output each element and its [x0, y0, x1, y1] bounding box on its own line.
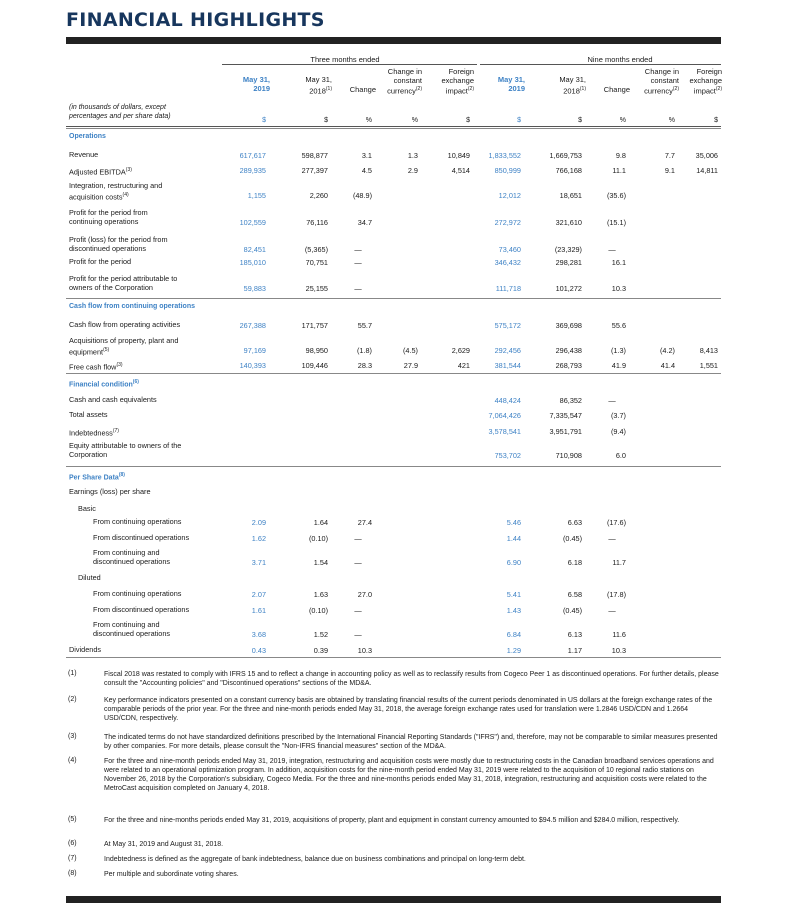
table-cell: (1.8)	[356, 345, 372, 355]
footnote-text: The indicated terms do not have standardized definitions prescribed by the International Financial Reporting Standards ("IFRS") and, therefore, may not be comparable to similar measures presented by other companies. For more details, please consult the "Non-IFRS financial measures" section of the MD&A.	[104, 734, 718, 750]
dash-cell: —	[608, 606, 616, 615]
row-label: Equity attributable to owners of the Corporation	[69, 441, 182, 459]
table-cell: 7.7	[664, 151, 675, 160]
table-cell: 6.63	[567, 518, 582, 527]
table-cell: 185,010	[239, 258, 266, 267]
table-cell: (4.5)	[402, 345, 418, 355]
table-cell: 6.0	[615, 450, 626, 460]
dash-cell: —	[354, 606, 362, 615]
row-label: Profit for the period from continuing operations	[69, 208, 148, 226]
table-cell: 109,446	[301, 361, 328, 370]
footnote-text: Key performance indicators presented on a constant currency basis are obtained by translating financial results of the current periods denominated in US dollars at the foreign exchange rates of the comparable periods of the prior year. For the three and nine-month periods ended May 31, 2018, the average foreign exchange rates used for translation were 1.2846 USD/CDN and 1.2664 USD/CDN, respectively.	[104, 697, 713, 722]
table-cell: 10.3	[611, 283, 626, 293]
table-cell: 28.3	[357, 361, 372, 370]
table-cell: 97,169	[243, 345, 266, 355]
table-cell: 27.0	[357, 590, 372, 599]
table-cell: 0.43	[251, 646, 266, 655]
header-rule	[66, 126, 721, 127]
table-cell: 289,935	[239, 166, 266, 175]
table-cell: 6.90	[506, 557, 521, 567]
table-cell: 55.6	[611, 321, 626, 330]
column-header-change: Change	[349, 85, 376, 94]
table-cell: 35,006	[695, 151, 718, 160]
group-three-months: Three months ended	[310, 55, 380, 64]
section-rule	[66, 373, 721, 374]
table-cell: (0.45)	[562, 534, 582, 543]
table-cell: 102,559	[239, 217, 266, 227]
table-cell: 1,551	[699, 361, 718, 370]
table-cell: 3.68	[251, 629, 266, 639]
dash-cell: —	[354, 258, 362, 267]
table-cell: (0.10)	[308, 606, 328, 615]
row-label: Profit (loss) for the period from discontinued operations	[69, 235, 168, 253]
table-cell: 111,718	[495, 283, 521, 293]
table-cell: 101,272	[555, 283, 582, 293]
table-cell: 381,544	[494, 361, 521, 370]
table-cell: (35.6)	[606, 190, 626, 200]
table-cell: 11.6	[612, 629, 626, 639]
table-cell: 268,793	[555, 361, 582, 370]
row-label: From continuing and discontinued operations	[93, 548, 171, 566]
footnote-number: (6)	[68, 840, 77, 847]
unit-symbol: $	[466, 117, 470, 124]
section-rule	[66, 298, 721, 299]
table-cell: (3.7)	[610, 411, 626, 420]
table-cell: 1.3	[407, 151, 418, 160]
row-label: Cash and cash equivalents	[69, 395, 157, 404]
table-cell: 3,951,791	[549, 427, 582, 436]
table-cell: 34.7	[357, 217, 372, 227]
row-label: Basic	[78, 504, 96, 513]
table-cell: 2.09	[251, 518, 266, 527]
footnote-text: Indebtedness is defined as the aggregate of bank indebtedness, balance due on business combinations and principal on long-term debt.	[104, 856, 526, 863]
table-cell: 267,388	[239, 321, 266, 330]
table-cell: 766,168	[555, 166, 582, 175]
table-cell: 55.7	[357, 321, 372, 330]
table-cell: 850,999	[494, 166, 521, 175]
table-cell: 3.71	[251, 557, 266, 567]
table-cell: 296,438	[555, 345, 582, 355]
row-label: Financial condition$^{(6)}$	[69, 379, 139, 389]
dash-cell: —	[608, 534, 616, 543]
table-cell: 18,651	[559, 190, 582, 200]
table-cell: 12,012	[498, 190, 521, 200]
table-cell: 2,260	[309, 190, 328, 200]
table-cell: 1.54	[313, 557, 328, 567]
table-cell: 421	[457, 361, 470, 370]
table-cell: 10.3	[357, 646, 372, 655]
table-cell: 575,172	[494, 321, 521, 330]
row-label: Dividends	[69, 645, 102, 654]
table-cell: 1.62	[251, 534, 266, 543]
footnote-number: (8)	[68, 870, 77, 877]
section-rule	[66, 466, 721, 467]
dash-cell: —	[354, 629, 362, 639]
table-cell: 448,424	[494, 396, 521, 405]
table-cell: (15.1)	[606, 217, 626, 227]
table-cell: (9.4)	[610, 427, 626, 436]
section-rule	[66, 128, 721, 129]
table-cell: 277,397	[301, 166, 328, 175]
footnote-text: Per multiple and subordinate voting shares.	[104, 871, 239, 878]
table-cell: 4,514	[451, 166, 470, 175]
column-header-may2018: May 31, 2018$^{(1)}$	[305, 75, 332, 95]
table-cell: 171,757	[301, 321, 328, 330]
table-cell: 16.1	[611, 258, 626, 267]
group-rule-three	[222, 64, 477, 65]
row-label: Per Share Data$^{(8)}$	[69, 472, 125, 482]
table-cell: (1.3)	[610, 345, 626, 355]
table-cell: 1.29	[506, 646, 521, 655]
table-cell: 1,833,552	[488, 151, 521, 160]
table-cell: 10.3	[611, 646, 626, 655]
table-cell: 2,629	[451, 345, 470, 355]
table-cell: 346,432	[494, 258, 521, 267]
table-cell: 6.13	[567, 629, 582, 639]
unit-symbol: $	[517, 117, 521, 124]
table-cell: 1,669,753	[549, 151, 582, 160]
column-header-may2019: May 31, 2019	[242, 75, 270, 93]
table-cell: 5.46	[506, 518, 521, 527]
table-cell: 140,393	[239, 361, 266, 370]
table-cell: (23,329)	[554, 244, 582, 254]
table-cell: 0.39	[313, 646, 328, 655]
table-cell: 6.58	[567, 590, 582, 599]
table-cell: 1.44	[506, 534, 521, 543]
table-cell: 8,413	[699, 345, 718, 355]
table-cell: 2.9	[407, 166, 418, 175]
row-label: Profit for the period	[69, 257, 132, 266]
row-label: From discontinued operations	[93, 605, 190, 614]
table-cell: 73,460	[498, 244, 521, 254]
table-cell: 1.43	[506, 606, 521, 615]
table-cell: 5.41	[506, 590, 521, 599]
unit-symbol: %	[668, 117, 675, 124]
table-cell: (0.45)	[562, 606, 582, 615]
footnote-text: Fiscal 2018 was restated to comply with IFRS 15 and to reflect a change in accounting policy as well as to reclassify results from Cogeco Peer 1 as discontinued operations. For further details, please consult the "Accounting policies" and "Discontinued operations" sections of the MD&A.	[104, 671, 719, 687]
footnote-text: For the three and nine-months periods ended May 31, 2019, acquisitions of property, plant and equipment in constant currency amounted to $94.5 million and $284.0 million, respectively.	[104, 817, 680, 824]
table-cell: 14,811	[696, 166, 718, 175]
table-cell: 321,610	[555, 217, 582, 227]
column-header-fx: Foreign exchange impact$^{(2)}$	[441, 67, 474, 96]
table-cell: 11.1	[612, 166, 626, 175]
table-cell: (48.9)	[352, 190, 372, 200]
table-cell: 11.7	[612, 557, 626, 567]
table-cell: 27.4	[357, 518, 372, 527]
table-cell: 298,281	[555, 258, 582, 267]
footnote-number: (2)	[68, 696, 77, 703]
unit-symbol: $	[262, 117, 266, 124]
table-cell: 6.18	[567, 557, 582, 567]
row-label: Integration, restructuring and acquisition costs$^{(4)}$	[69, 181, 163, 202]
row-label: Total assets	[69, 410, 108, 419]
page-title: FINANCIAL HIGHLIGHTS	[66, 9, 325, 31]
dash-cell: —	[354, 244, 362, 254]
table-cell: 10,849	[447, 151, 470, 160]
dash-cell: —	[354, 534, 362, 543]
table-cell: 7,335,547	[549, 411, 582, 420]
table-cell: (4.2)	[659, 345, 675, 355]
unit-symbol: %	[619, 117, 626, 124]
footnote-text: At May 31, 2019 and August 31, 2018.	[104, 841, 224, 848]
column-header-ccy: Change in constant currency$^{(2)}$	[387, 67, 422, 96]
table-cell: 25,155	[305, 283, 328, 293]
row-label: Earnings (loss) per share	[69, 487, 151, 496]
column-header-change: Change	[603, 85, 630, 94]
table-cell: 4.5	[361, 166, 372, 175]
section-rule	[66, 657, 721, 658]
table-cell: 292,456	[494, 345, 521, 355]
table-cell: 753,702	[494, 450, 521, 460]
dash-cell: —	[354, 283, 362, 293]
table-cell: 598,877	[301, 151, 328, 160]
table-cell: 1.52	[313, 629, 328, 639]
table-cell: 41.4	[660, 361, 675, 370]
group-nine-months: Nine months ended	[587, 55, 653, 64]
footnote-number: (4)	[68, 757, 77, 764]
row-label: Free cash flow$^{(3)}$	[69, 362, 123, 372]
column-header-may2019: May 31, 2019	[497, 75, 525, 93]
row-label: Cash flow from operating activities	[69, 320, 181, 329]
table-cell: 41.9	[611, 361, 626, 370]
row-label: Indebtedness$^{(7)}$	[69, 428, 119, 438]
column-header-ccy: Change in constant currency$^{(2)}$	[644, 67, 679, 96]
row-label: Adjusted EBITDA$^{(3)}$	[69, 167, 132, 177]
table-cell: (17.8)	[606, 590, 626, 599]
row-label: Revenue	[69, 150, 99, 159]
table-cell: 86,352	[559, 396, 582, 405]
table-cell: 2.07	[251, 590, 266, 599]
row-label: Operations	[69, 133, 106, 140]
table-cell: 7,064,426	[488, 411, 521, 420]
footnote-text: For the three and nine-month periods ended May 31, 2019, integration, restructuring and acquisition costs were mostly due to restructuring costs in the Canadian broadband services operations and were related to an operational optimization program. In addition, acquisition costs for the nine-month period ended May 31, 2019 were related to the acquisition of 10 regional radio stations on November 26, 2018 by the Corporation's subsidiary, Cogeco Media. For the three and nine-months periods ended May 31, 2018, integration, restructuring and acquisition costs were related to the MetroCast acquisition completed on January 4, 2018.	[104, 758, 714, 792]
footnote-number: (3)	[68, 733, 77, 740]
row-label: From continuing and discontinued operations	[93, 620, 171, 638]
table-cell: (0.10)	[308, 534, 328, 543]
column-header-may2018: May 31, 2018$^{(1)}$	[559, 75, 586, 95]
table-cell: 617,617	[239, 151, 266, 160]
table-cell: 27.9	[403, 361, 418, 370]
row-label: From discontinued operations	[93, 533, 190, 542]
footnote-number: (1)	[68, 670, 77, 677]
row-label: Profit for the period attributable to owners of the Corporation	[69, 274, 178, 292]
table-cell: 1,155	[247, 190, 266, 200]
dash-cell: —	[354, 557, 362, 567]
unit-symbol: $	[578, 117, 582, 124]
table-cell: 70,751	[305, 258, 328, 267]
table-cell: 98,950	[305, 345, 328, 355]
table-cell: 9.8	[615, 151, 626, 160]
unit-symbol: %	[365, 117, 372, 124]
table-cell: 1.63	[313, 590, 328, 599]
unit-note: (in thousands of dollars, except percentages and per share data)	[69, 104, 171, 120]
table-cell: 1.17	[567, 646, 582, 655]
dash-cell: —	[608, 396, 616, 405]
dash-cell: —	[608, 244, 616, 254]
footnote-number: (7)	[68, 855, 77, 862]
table-cell: 9.1	[664, 166, 675, 175]
unit-symbol: $	[714, 117, 718, 124]
table-cell: 76,116	[306, 217, 328, 227]
table-cell: 1.61	[251, 606, 266, 615]
column-header-fx: Foreign exchange impact$^{(2)}$	[689, 67, 722, 96]
bottom-rule	[66, 896, 721, 903]
table-cell: 3,578,541	[488, 427, 521, 436]
table-cell: 369,698	[555, 321, 582, 330]
table-cell: 59,883	[243, 283, 266, 293]
row-label: Diluted	[78, 573, 101, 582]
footnote-number: (5)	[68, 816, 77, 823]
row-label: Acquisitions of property, plant and equipment$^{(5)}$	[69, 336, 179, 357]
row-label: From continuing operations	[93, 517, 182, 526]
table-cell: 82,451	[243, 244, 266, 254]
table-cell: 1.64	[313, 518, 328, 527]
unit-symbol: %	[411, 117, 418, 124]
top-rule	[66, 37, 721, 44]
table-cell: 3.1	[361, 151, 372, 160]
row-label: From continuing operations	[93, 589, 182, 598]
table-cell: 272,972	[494, 217, 521, 227]
row-label: Cash flow from continuing operations	[69, 303, 195, 310]
group-rule-nine	[480, 64, 721, 65]
table-cell: (17.6)	[606, 518, 626, 527]
table-cell: 710,908	[555, 450, 582, 460]
table-cell: (5,365)	[304, 244, 328, 254]
table-cell: 6.84	[506, 629, 521, 639]
unit-symbol: $	[324, 117, 328, 124]
